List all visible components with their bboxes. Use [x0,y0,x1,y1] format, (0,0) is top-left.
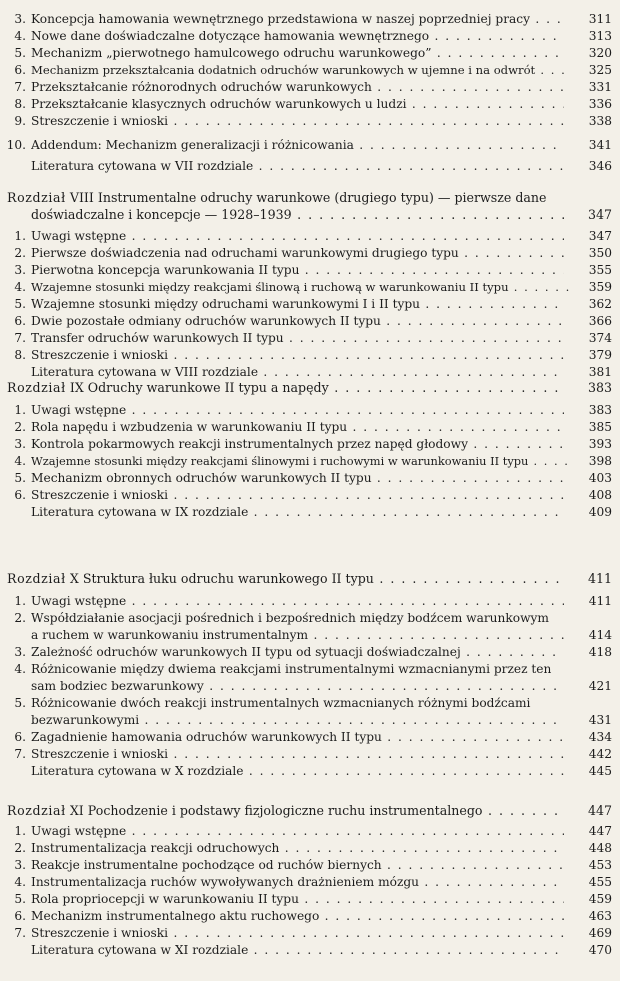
toc-entry [0,245,620,262]
entry-title: Zagadnienie hamowania odruchów warunkowych II typu . . . [31,729,564,746]
entry-title: Przekształcanie różnorodnych odruchów warunkowych . . . [31,79,564,96]
entry-title: Literatura cytowana w VIII rozdziale . . . [31,364,564,381]
entry-title: Streszczenie i wnioski . . . [31,925,564,942]
toc-entry-literature [0,942,620,959]
entry-page: 331 [588,80,612,94]
toc-section-chapter-7-continued [0,11,620,175]
entry-title: Literatura cytowana w X rozdziale . . . [31,763,564,780]
chapter-page: 383 [587,380,612,395]
entry-page: 346 [588,159,612,173]
entry-page: 338 [588,114,612,128]
toc-entry [0,113,620,130]
chapter-title-line2: doświadczalne i koncepcje — 1928–1939 . . . [31,206,564,223]
toc-entry [0,419,620,436]
chapter-title: VIII Instrumentalne odruchy warunkowe (drugiego typu) — pierwsze dane [69,190,547,205]
toc-entry-literature [0,763,620,780]
entry-title: Literatura cytowana w VII rozdziale . . . [31,158,564,175]
toc-entry [0,262,620,279]
entry-title: Uwagi wstępne . . . [31,228,564,245]
entry-title: Koncepcja hamowania wewnętrznego przedstawiona w naszej poprzedniej pracy . . . [31,11,564,28]
entry-page: 459 [588,892,612,906]
toc-entry [0,402,620,419]
toc-entry [0,296,620,313]
entry-number: 4. [14,280,26,294]
chapter-page: 447 [587,803,612,818]
entry-number: 6. [14,909,26,923]
toc-entry-literature [0,158,620,175]
toc-chapter-11 [0,802,620,959]
entry-title: Transfer odruchów warunkowych II typu . . . [31,330,564,347]
entry-number: 8. [14,348,26,362]
entry-number: 5. [14,46,26,60]
entry-page: 381 [588,365,612,379]
toc-entry [0,857,620,874]
chapter-prefix: Rozdział [7,571,66,586]
toc-entry [0,925,620,942]
entry-title: Instrumentalizacja ruchów wywoływanych drażnieniem mózgu . . . [31,874,564,891]
entry-number: 10. [6,138,26,152]
entry-page: 374 [588,331,612,345]
chapter-heading [0,802,620,819]
entry-title: Wzajemne stosunki między reakcjami ślinową i ruchową w warunkowaniu II typu . . . [31,279,571,296]
chapter-heading [0,189,620,206]
chapter-prefix: Rozdział [7,190,66,205]
entry-number: 2. [14,246,26,260]
toc-entry [0,908,620,925]
entry-page: 409 [588,505,612,519]
chapter-title: XI Pochodzenie i podstawy fizjologiczne ruchu instrumentalnego [69,803,483,818]
entry-title: Nowe dane doświadczalne dotyczące hamowania wewnętrznego . . . [31,28,564,45]
entry-title: Wzajemne stosunki między reakcjami ślinowymi i ruchowymi w warunkowaniu II typu . . . [31,453,571,470]
toc-entry [0,487,620,504]
toc-entry [0,313,620,330]
toc-entry [0,228,620,245]
entry-title: Wzajemne stosunki między odruchami warunkowymi I i II typu . . . [31,296,564,313]
entry-page: 311 [588,12,612,26]
toc-chapter-9 [0,379,620,521]
entry-number: 2. [14,841,26,855]
entry-number: 3. [14,263,26,277]
toc-chapter-10 [0,570,620,780]
entry-page: 341 [588,138,612,152]
entry-number: 6. [14,63,26,77]
entry-title: Przekształcanie klasycznych odruchów warunkowych u ludzi . . . [31,96,564,113]
entry-number: 5. [14,696,26,710]
entry-number: 7. [14,926,26,940]
entry-page: 463 [588,909,612,923]
entry-number: 5. [14,297,26,311]
chapter-heading [0,570,620,587]
entry-title: Pierwsze doświadczenia nad odruchami warunkowymi drugiego typu . . . [31,245,564,262]
entry-page: 421 [588,679,612,693]
entry-page: 445 [588,764,612,778]
toc-entry [0,874,620,891]
entry-page: 442 [588,747,612,761]
entry-number: 1. [14,403,26,417]
entry-page: 336 [588,97,612,111]
toc-entry [0,28,620,45]
entry-title: Dwie pozostałe odmiany odruchów warunkowych II typu . . . [31,313,564,330]
chapter-heading-cont [0,206,620,223]
entry-number: 8. [14,97,26,111]
entry-page: 362 [588,297,612,311]
entry-title: Kontrola pokarmowych reakcji instrumentalnych przez napęd głodowy . . . [31,436,564,453]
entry-title-line2: bezwarunkowymi . . . [31,712,564,729]
entry-number: 5. [14,471,26,485]
toc-entry [0,45,620,62]
entry-title: Rola napędu i wzbudzenia w warunkowaniu II typu . . . [31,419,564,436]
entry-number: 4. [14,875,26,889]
chapter-prefix: Rozdział [7,803,66,818]
toc-entry [0,661,620,695]
toc-entry [0,330,620,347]
entry-title: Zależność odruchów warunkowych II typu od sytuacji doświadczalnej . . . [31,644,564,661]
entry-page: 403 [588,471,612,485]
entry-page: 431 [588,713,612,727]
entry-title: Reakcje instrumentalne pochodzące od ruchów biernych . . . [31,857,564,874]
toc-entry [0,891,620,908]
entry-number: 6. [14,314,26,328]
entry-title: Instrumentalizacja reakcji odruchowych . . . [31,840,564,857]
toc-entry [0,593,620,610]
toc-entry [0,644,620,661]
entry-number: 6. [14,488,26,502]
toc-entry [0,347,620,364]
entry-page: 355 [588,263,612,277]
toc-entry [0,279,620,296]
chapter-heading [0,379,620,396]
entry-page: 447 [588,824,612,838]
entry-title: Uwagi wstępne . . . [31,402,564,419]
entry-number: 1. [14,229,26,243]
entry-number: 6. [14,730,26,744]
toc-entry [0,436,620,453]
entry-number: 2. [14,611,26,625]
entry-number: 3. [14,858,26,872]
toc-entry [0,79,620,96]
toc-entry [0,729,620,746]
entry-title: Rola propriocepcji w warunkowaniu II typu . . . [31,891,564,908]
toc-entry-literature [0,504,620,521]
entry-title: Literatura cytowana w IX rozdziale . . . [31,504,564,521]
toc-entry [0,62,620,79]
toc-entry [0,746,620,763]
entry-number: 4. [14,454,26,468]
entry-title: Mechanizm obronnych odruchów warunkowych II typu . . . [31,470,564,487]
entry-title: Streszczenie i wnioski . . . [31,487,564,504]
entry-page: 379 [588,348,612,362]
entry-title-line2: sam bodziec bezwarunkowy . . . [31,678,564,695]
toc-entry [0,137,620,154]
entry-number: 3. [14,645,26,659]
entry-page: 434 [588,730,612,744]
entry-page: 418 [588,645,612,659]
chapter-page: 347 [587,207,612,222]
toc-entry [0,453,620,470]
toc-entry [0,11,620,28]
entry-page: 347 [588,229,612,243]
entry-page: 320 [588,46,612,60]
entry-page: 350 [588,246,612,260]
entry-number: 4. [14,662,26,676]
entry-number: 2. [14,420,26,434]
entry-number: 4. [14,29,26,43]
entry-number: 7. [14,747,26,761]
entry-page: 411 [588,594,612,608]
entry-title: Współdziałanie asocjacji pośrednich i bezpośrednich między bodźcem warunkowym [31,611,549,625]
entry-page: 359 [588,280,612,294]
chapter-page: 411 [587,571,612,586]
entry-title: Pierwotna koncepcja warunkowania II typu . . . [31,262,564,279]
entry-title: Uwagi wstępne . . . [31,593,564,610]
entry-title: Streszczenie i wnioski . . . [31,746,564,763]
entry-number: 5. [14,892,26,906]
entry-title: Streszczenie i wnioski . . . [31,347,564,364]
entry-title: Mechanizm przekształcania dodatnich odruchów warunkowych w ujemne i na odwrót . . . [31,62,571,79]
chapter-title: IX Odruchy warunkowe II typu a napędy [69,380,329,395]
entry-number: 9. [14,114,26,128]
toc-entry [0,470,620,487]
toc-entry [0,840,620,857]
toc-chapter-8 [0,189,620,381]
entry-page: 469 [588,926,612,940]
toc-entry [0,695,620,729]
chapter-prefix: Rozdział [7,380,66,395]
entry-page: 313 [588,29,612,43]
entry-title: Mechanizm „pierwotnego hamulcowego odruchu warunkowego” . . . [31,45,564,62]
entry-page: 453 [588,858,612,872]
entry-number: 3. [14,437,26,451]
entry-page: 470 [588,943,612,957]
entry-page: 393 [588,437,612,451]
entry-title: Uwagi wstępne . . . [31,823,564,840]
entry-page: 383 [588,403,612,417]
entry-title-line2: a ruchem w warunkowaniu instrumentalnym . . . [31,627,564,644]
entry-page: 414 [588,628,612,642]
entry-number: 7. [14,331,26,345]
entry-number: 1. [14,824,26,838]
toc-entry [0,96,620,113]
entry-title: Różnicowanie dwóch reakcji instrumentalnych wzmacnianych różnymi bodźcami [31,696,531,710]
entry-number: 1. [14,594,26,608]
entry-title: Literatura cytowana w XI rozdziale . . . [31,942,564,959]
toc-entry [0,610,620,644]
entry-number: 7. [14,80,26,94]
entry-page: 455 [588,875,612,889]
entry-title: Addendum: Mechanizm generalizacji i różnicowania . . . [31,137,564,154]
entry-title: Streszczenie i wnioski . . . [31,113,564,130]
toc-entry [0,823,620,840]
entry-page: 398 [588,454,612,468]
entry-page: 385 [588,420,612,434]
chapter-title: X Struktura łuku odruchu warunkowego II typu [69,571,374,586]
entry-title: Mechanizm instrumentalnego aktu ruchowego . . . [31,908,564,925]
entry-page: 366 [588,314,612,328]
entry-number: 3. [14,12,26,26]
entry-page: 325 [588,63,612,77]
entry-page: 408 [588,488,612,502]
entry-title: Różnicowanie między dwiema reakcjami instrumentalnymi wzmacnianymi przez ten [31,662,552,676]
entry-page: 448 [588,841,612,855]
